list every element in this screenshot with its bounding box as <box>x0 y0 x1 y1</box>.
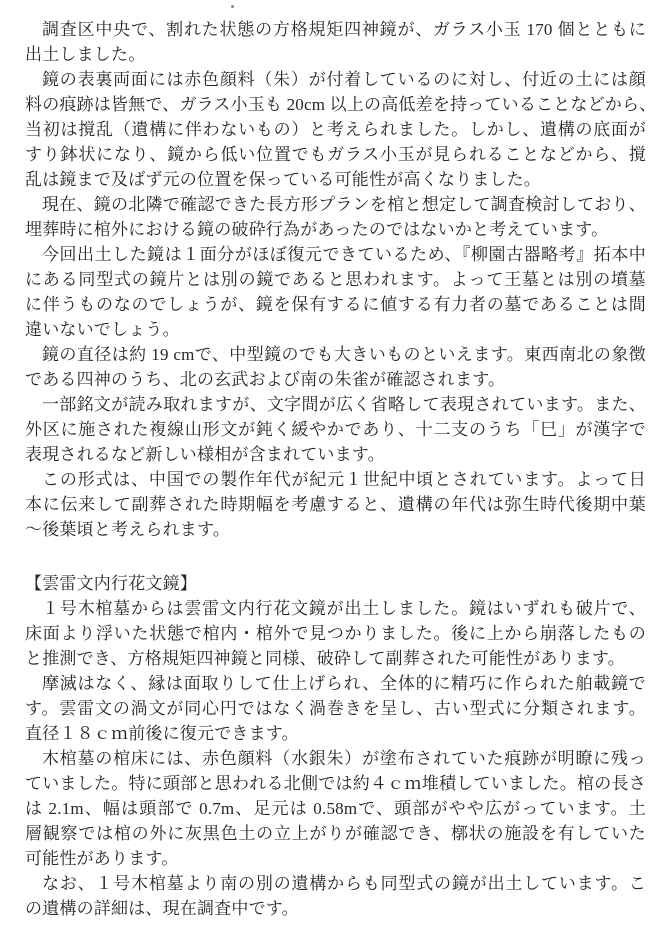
text-line: 可能性があります。 <box>25 849 179 868</box>
text-line: 今回出土した鏡は１面分がほぼ復元できているため、『柳園古器略考』拓本中 <box>42 245 646 264</box>
text-line: 〜後葉頃と考えられます。 <box>25 520 231 539</box>
text-line: と推測でき、方格規矩四神鏡と同様、破砕して副葬された可能性があります。 <box>25 649 625 668</box>
text-line: 乱は鏡まで及ばず元の位置を保っている可能性が高くなりました。 <box>25 170 541 189</box>
text-line: なお、１号木棺墓より南の別の遺構からも同型式の鏡が出土しています。こ <box>42 874 646 893</box>
text-line: の遺構の詳細は、現在調査中です。 <box>25 899 299 918</box>
text-line: ていました。特に頭部と思われる北側では約４ｃｍ堆積していました。棺の長さ <box>25 774 646 793</box>
text-line: は 2.1m、幅は頭部で 0.7m、足元は 0.58mで、頭部がやや広がっています。土 <box>25 799 646 818</box>
document-text <box>25 17 657 921</box>
text-line: １号木棺墓からは雲雷文内行花文鏡が出土しました。鏡はいずれも破片で、 <box>42 599 646 618</box>
text-line: すり鉢状になり、鏡から低い位置でもガラス小玉が見られることなどから、撹 <box>25 145 646 164</box>
section-heading: 【雲雷文内行花文鏡】 <box>25 574 197 593</box>
text-line: 調査区中央で、割れた状態の方格規矩四神鏡が、ガラス小玉 170 個とともに <box>42 20 646 39</box>
text-line: 違いないでしょう。 <box>25 320 180 339</box>
text-line: 本に伝来して副葬された時期幅を考慮すると、遺構の年代は弥生時代後期中葉 <box>25 495 646 514</box>
text-line: 鏡の直径は約 19 cmで、中型鏡のでも大きいものといえます。東西南北の象徴 <box>42 345 646 364</box>
text-line: 当初は撹乱（遺構に伴わないもの）と考えられました。しかし、遺構の底面が <box>25 120 646 139</box>
text-line: 床面より浮いた状態で棺内・棺外で見つかりました。後に上から崩落したもの <box>25 624 646 643</box>
text-line: 層観察では棺の外に灰黒色土の立上がりが確認でき、槨状の施設を有していた <box>25 824 646 843</box>
document-section <box>25 542 646 921</box>
text-line: 料の痕跡は皆無で、ガラス小玉も 20cm 以上の高低差を持っていることなどから、 <box>25 95 657 114</box>
text-line: にある同型式の鏡片とは別の鏡であると思われます。よって王墓とは別の墳墓 <box>25 270 646 289</box>
text-line: 鏡の表裏両面には赤色顔料（朱）が付着しているのに対し、付近の土には顔 <box>42 70 646 89</box>
text-line: 外区に施された複線山形文が鈍く緩やかであり、十二支のうち「巳」が漢字で <box>25 420 646 439</box>
text-line: 表現されるなど新しい様相が含まれています。 <box>25 445 385 464</box>
text-line: 埋葬時に棺外における鏡の破砕行為があったのではないかと考えています。 <box>25 220 609 239</box>
text-line: 木棺墓の棺床には、赤色顔料（水銀朱）が塗布されていた痕跡が明瞭に残っ <box>42 749 646 768</box>
text-line: す。雲雷文の渦文が同心円ではなく渦巻きを呈し、古い型式に分類されます。 <box>25 699 646 718</box>
text-line: である四神のうち、北の玄武および南の朱雀が確認されます。 <box>25 370 506 389</box>
text-line: 摩滅はなく、縁は面取りして仕上げられ、全体的に精巧に作られた舶載鏡で <box>42 674 646 693</box>
text-line: 出土しました。 <box>25 45 146 64</box>
text-line: 一部銘文が読み取れますが、文字間が広く省略して表現されています。また、 <box>42 395 646 414</box>
text-line: 直径１８ｃｍ前後に復元できます。 <box>25 724 299 743</box>
text-line: 現在、鏡の北隣で確認できた長方形プランを棺と想定して調査検討しており、 <box>42 195 646 214</box>
document-section <box>25 17 657 542</box>
text-line: に伴うものなのでしょうが、鏡を保有するに値する有力者の墓であることは間 <box>25 295 646 314</box>
stray-dot <box>231 5 234 8</box>
text-line: この形式は、中国での製作年代が紀元１世紀中頃とされています。よって日 <box>42 470 646 489</box>
